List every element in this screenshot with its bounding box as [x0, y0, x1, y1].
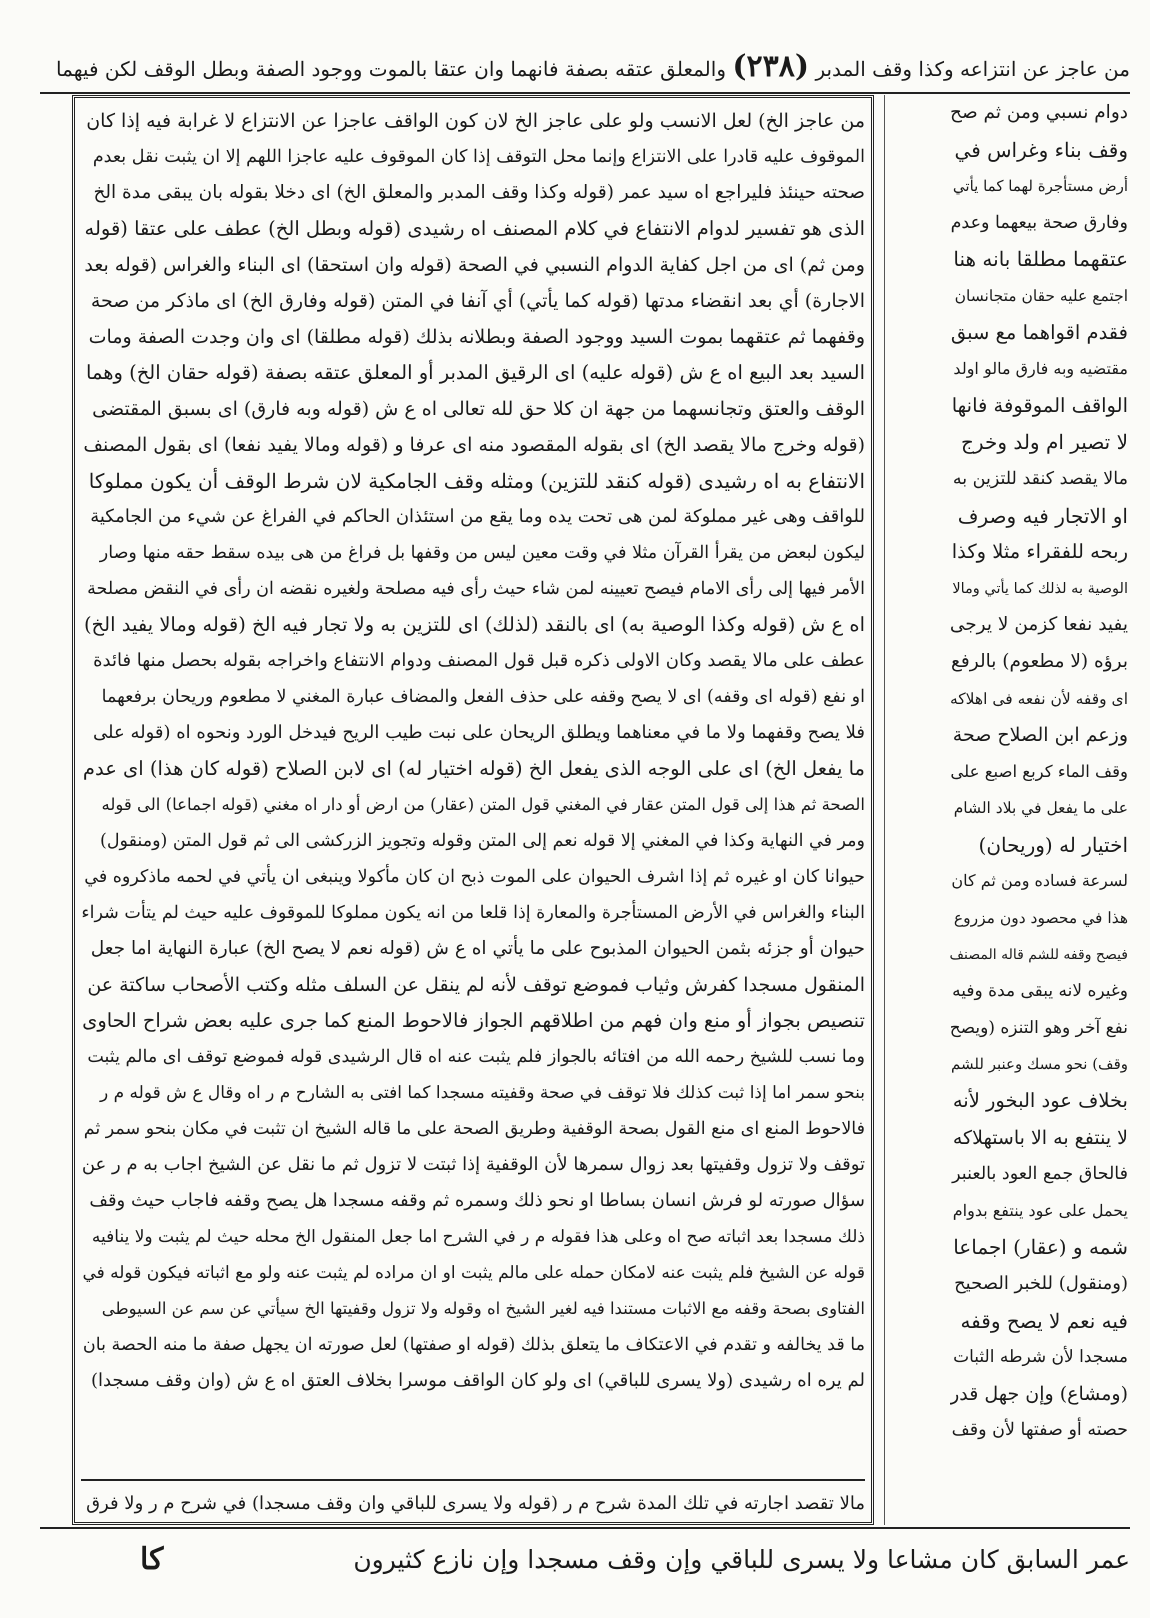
main-text-line: (ومنقول) للخبر الصحيح [954, 1273, 1128, 1294]
commentary-line: الانتفاع به اه رشيدى (قوله كنقد للتزين) ومثله وقف الجامكية لان شرط الوقف أن يكون مملوكا [88, 469, 865, 493]
main-text-line: لسرعة فساده ومن ثم كان [951, 871, 1128, 891]
commentary-line: وما نسب للشيخ رحمه الله من افتائه بالجواز فلم يثبت عنه اه قال الرشيدى قوله فموضع توقف اى مالم يثبت [87, 1047, 865, 1067]
main-text-line: لا تصير ام ولد وخرج [961, 430, 1128, 455]
commentary-line: الاجارة) أي بعد انقضاء مدتها (قوله كما يأتي) أي آنفا في المتن (قوله وفارق الخ) اى ماذكر من صحة [90, 290, 865, 312]
main-text-line: اجتمع عليه حقان متجانسان [954, 286, 1128, 305]
commentary-line: الصحة ثم هذا إلى قول المتن عقار في المغني قول المتن (عقار) من ارض أو دار اه مغني (قوله اجماعا) الى قوله [101, 795, 865, 814]
main-text-line: برؤه (لا مطعوم) بالرفع [951, 650, 1128, 672]
commentary-line: ومر في النهاية وكذا في المغني إلا قوله نعم إلى المتن وقوله وتجويز الزركشى الى ثم قول المتن (ومنقول) [100, 831, 865, 851]
main-text-line: وزعم ابن الصلاح صحة [952, 724, 1128, 747]
commentary-line: بنحو سمر اما إذا ثبت كذلك فلا توقف في صحة وقفيته مسجدا كما افتى به الشارح م ر اه وقال ع ش قوله م ر [100, 1083, 865, 1103]
commentary-rule [81, 1479, 865, 1481]
main-text-line: وقف) نحو مسك وعنبر للشم [951, 1055, 1128, 1074]
main-text-line: فالحاق جمع العود بالعنبر [952, 1164, 1128, 1185]
main-text-line: (ومشاع) وإن جهل قدر [950, 1382, 1128, 1405]
catchword-line [40, 1535, 1130, 1585]
main-text-line: نفع آخر وهو التنزه (ويصح [950, 1017, 1128, 1038]
page-header [40, 42, 1130, 92]
commentary-line: عطف على مالا يقصد وكان الاولى ذكره قبل قول المصنف ودوام الانتفاع واخراجه بقوله بحصل منها فائدة [93, 650, 865, 671]
commentary-line: وقفهما ثم عتقهما بموت السيد ووجود الصفة وبطلانه بذلك (قوله مطلقا) اى وان وجدت الصفة ومات [88, 326, 865, 348]
main-text-line: الواقف الموقوفة فانها [951, 393, 1128, 417]
header-text-right: من عاجز عن انتزاعه وكذا وقف المدبر [815, 57, 1130, 81]
main-text-line: دوام نسبي ومن ثم صح [950, 102, 1128, 123]
header-text-left: والمعلق عتقه بصفة فانهما وان عتقا بالموت ووجود الصفة وبطل الوقف لكن فيهما [56, 57, 726, 81]
commentary-line: الفتاوى بصحة وقفه مع الاثبات مستندا فيه لغير الشيخ اه وقوله ولا تزول وقفيتها الخ سيأتي عن سم عن السيوطى [101, 1299, 865, 1318]
signature-mark: كا [140, 1542, 164, 1577]
main-text-line: مالا يقصد كنقد للتزين به [952, 468, 1128, 489]
main-text-line: فيه نعم لا يصح وقفه [960, 1308, 1128, 1333]
page-number: (٢٣٨) [732, 49, 810, 84]
commentary-body [81, 103, 865, 1477]
main-text-line: اختيار له (وريحان) [978, 832, 1128, 857]
commentary-line: الوقف والعتق وتجانسهما من جهة ان كلا حق لله تعالى اه ع ش (قوله وبه فارق) اى بسبق المقتضى [92, 398, 865, 420]
main-text-line: مقتضيه وبه فارق مالو اولد [953, 359, 1128, 379]
main-text-line: شمه و (عقار) اجماعا [953, 1235, 1128, 1260]
commentary-line: توقف ولا تزول وقفيتها بعد زوال سمرها لأن الوقفية إذا ثبتت لا تزول ثم ما نقل عن الشيخ اجاب به م ر عن [81, 1154, 865, 1175]
commentary-line: او نفع (قوله اى وقفه) اى لا يصح وقفه على حذف الفعل والمضاف عبارة المغني لا مطعوم وريحان برفعهما [101, 687, 865, 707]
main-text-line: عتقهما مطلقا بانه هنا [953, 247, 1128, 272]
commentary-line: قوله عن الشيخ فلم يثبت عنه لامكان حمله على مالم يثبت او ان مراده لم يثبت عنه ولو مع اثباته فيكون قوله في [82, 1263, 865, 1283]
commentary-line: سؤال صورته لو فرش انسان بساطا او نحو ذلك وسمره ثم وقفه مسجدا هل يصح وقفه فاجاب حيث وقف [89, 1190, 865, 1211]
main-text-line: او الاتجار فيه وصرف [957, 503, 1128, 528]
main-text-line: وفارق صحة بيعهما وعدم [950, 212, 1128, 233]
catchword-text: عمر السابق كان مشاعا ولا يسرى للباقي وإن وقف مسجدا وإن نازع كثيرون [353, 1545, 1130, 1574]
main-text-line: حصته أو صفتها لأن وقف [951, 1420, 1128, 1441]
commentary-line: الذى هو تفسير لدوام الانتفاع في كلام المصنف اه رشيدى (قوله وبطل الخ) عطف على عتقا (قوله [84, 217, 865, 240]
main-text-line: يفيد نفعا كزمن لا يرجى [950, 614, 1128, 636]
main-text-column [950, 95, 1128, 1515]
main-text-line: ربحه للفقراء مثلا وكذا [951, 540, 1128, 564]
header-rule [40, 92, 1130, 94]
commentary-line: تنصيص بجواز أو منع وان فهم من اطلاقهم الجواز فالاحوط المنع كما جرى عليه بعض شراح الحاوى [82, 1009, 865, 1032]
main-text-line: هذا في محصود دون مزروع [953, 909, 1128, 928]
commentary-line: حيوانا كان او غيره ثم إذا اشرف الحيوان على الموت ذبح ان كان مأكولا وينبغى ان يأتي في لحمه ماذكروه في [84, 867, 865, 887]
commentary-line: ليكون لبعض من يقرأ القرآن مثلا في وقت معين ليس من وقفها بل فراغ من هى بيده سقط حقه منها وصار [99, 543, 865, 563]
main-text-line: الوصية به لذلك كما يأتي ومالا [952, 580, 1128, 597]
main-text-line: فقدم اقواهما مع سبق [950, 320, 1128, 344]
main-text-line: وقف الماء كربع اصبع على [950, 761, 1128, 781]
commentary-line: حيوان أو جزئه بثمن الحيوان المذبوح على ما يأتي اه ع ش (قوله نعم لا يصح الخ) عبارة النهاية اما جعل [90, 938, 865, 959]
commentary-line: فالاحوط المنع اى منع القول بصحة الوقفية وطريق الصحة على ما قاله الشيخ ان تثبت في مكان بنحو سمر ثم [83, 1119, 865, 1139]
main-text-line: لا ينتفع به الا باستهلاكه [952, 1126, 1128, 1149]
main-text-line: بخلاف عود البخور لأنه [952, 1089, 1128, 1113]
commentary-line: ومن ثم) اى من اجل كفاية الدوام النسبي في الصحة (قوله وان استحقا) اى البناء والغراس (قوله بعد [84, 254, 865, 276]
footer-rule [40, 1527, 1130, 1529]
commentary-line: ما يفعل الخ) اى على الوجه الذى يفعل الخ (قوله اختيار له) اى لابن الصلاح (قوله كان هذا) اى عدم [82, 757, 865, 780]
main-text-line: أرض مستأجرة لهما كما يأتي [952, 177, 1128, 196]
commentary-line: (قوله وخرج مالا يقصد الخ) اى بقوله المقصود منه اى عرفا و (قوله ومالا يفيد نفعا) اى بقول المصنف [83, 434, 865, 456]
main-text-line: وغيره لانه يبقى مدة وفيه [952, 981, 1128, 1002]
main-text-line: يحمل على عود ينتفع بدوام [952, 1200, 1128, 1220]
commentary-frame [72, 95, 874, 1525]
commentary-line: لم يره اه رشيدى (ولا يسرى للباقي) اى ولو كان الواقف موسرا بخلاف العتق اه ع ش (وان وقف مسجدا) [90, 1370, 865, 1391]
commentary-line: اه ع ش (قوله وكذا الوصية به) اى بالنقد (لذلك) اى للتزين به ولا تجار فيه الخ (قوله ومالا يفيد الخ) [83, 613, 865, 636]
commentary-line: فلا يصح وقفهما ولا ما في معناهما ويطلق الريحان على نبت طيب الريح فيدخل الورد ونحوه اه (قوله على [93, 722, 865, 743]
main-text-line: وقف بناء وغراس في [954, 137, 1128, 162]
main-text-line: على ما يفعل في بلاد الشام [953, 799, 1128, 818]
commentary-line: ذلك مسجدا بعد اثباته صح اه وعلى هذا فقوله م ر في الشرح اما جعل المنقول الخ محله حيث لم يثبت ولا ينافيه [91, 1227, 865, 1247]
main-text-line: فيصح وقفه للشم قاله المصنف [950, 946, 1128, 963]
main-text-line: اى وقفه لأن نفعه فى اهلاكه [950, 689, 1128, 708]
commentary-line: السيد بعد البيع اه ع ش (قوله عليه) اى الرقيق المدبر أو المعلق عتقه بصفة (قوله حقان الخ) وهما [86, 361, 865, 384]
commentary-line: الأمر فيها إلى رأى الامام فيصح تعيينه لمن شاء حيث رأى فيه مصلحة ولغيره نقضه ان رأى في النقض مصلحة [87, 579, 865, 599]
commentary-line: المنقول مسجدا كفرش وثياب فموضع توقف لأنه لم ينقل عن السلف مثله وكتب الأصحاب ساكتة عن [87, 974, 865, 996]
commentary-line: البناء والغراس في الأرض المستأجرة والمعارة إذا قلعا من انه يكون مملوكا للموقوف عليه حيث لم يتأت شراء [81, 903, 865, 923]
commentary-line: من عاجز الخ) لعل الانسب ولو على عاجز الخ لان كون الواقف عاجزا عن الانتزاع لا غرابة فيه إذا كان [86, 110, 865, 132]
column-divider [884, 95, 885, 1525]
commentary-line: صحته حينئذ فليراجع اه سيد عمر (قوله وكذا وقف المدبر والمعلق الخ) اى دخلا بقوله بان يبقى مدة الخ [93, 182, 865, 203]
commentary-footer: مالا تقصد اجارته في تلك المدة شرح م ر (قوله ولا يسرى للباقي وان وقف مسجدا) في شرح م ر ولا فرق [86, 1493, 865, 1514]
main-text-line: مسجدا لأن شرطه الثبات [953, 1347, 1128, 1368]
commentary-line: الموقوف عليه قادرا على الانتزاع وإنما محل التوقف إذا كان الموقوف عليه عاجزا اللهم إلا ان يثبت نقل بعدم [92, 147, 865, 167]
commentary-line: للواقف وهى غير مملوكة لمن هى تحت يده وما يقع من استئذان الحاكم في الفراغ عن شيء من الجامكية [90, 506, 865, 527]
commentary-line: ما قد يخالفه و تقدم في الاعتكاف ما يتعلق بذلك (قوله او صفتها) لعل صورته ان يجهل صفة ما منه الحصة بان [82, 1335, 865, 1355]
